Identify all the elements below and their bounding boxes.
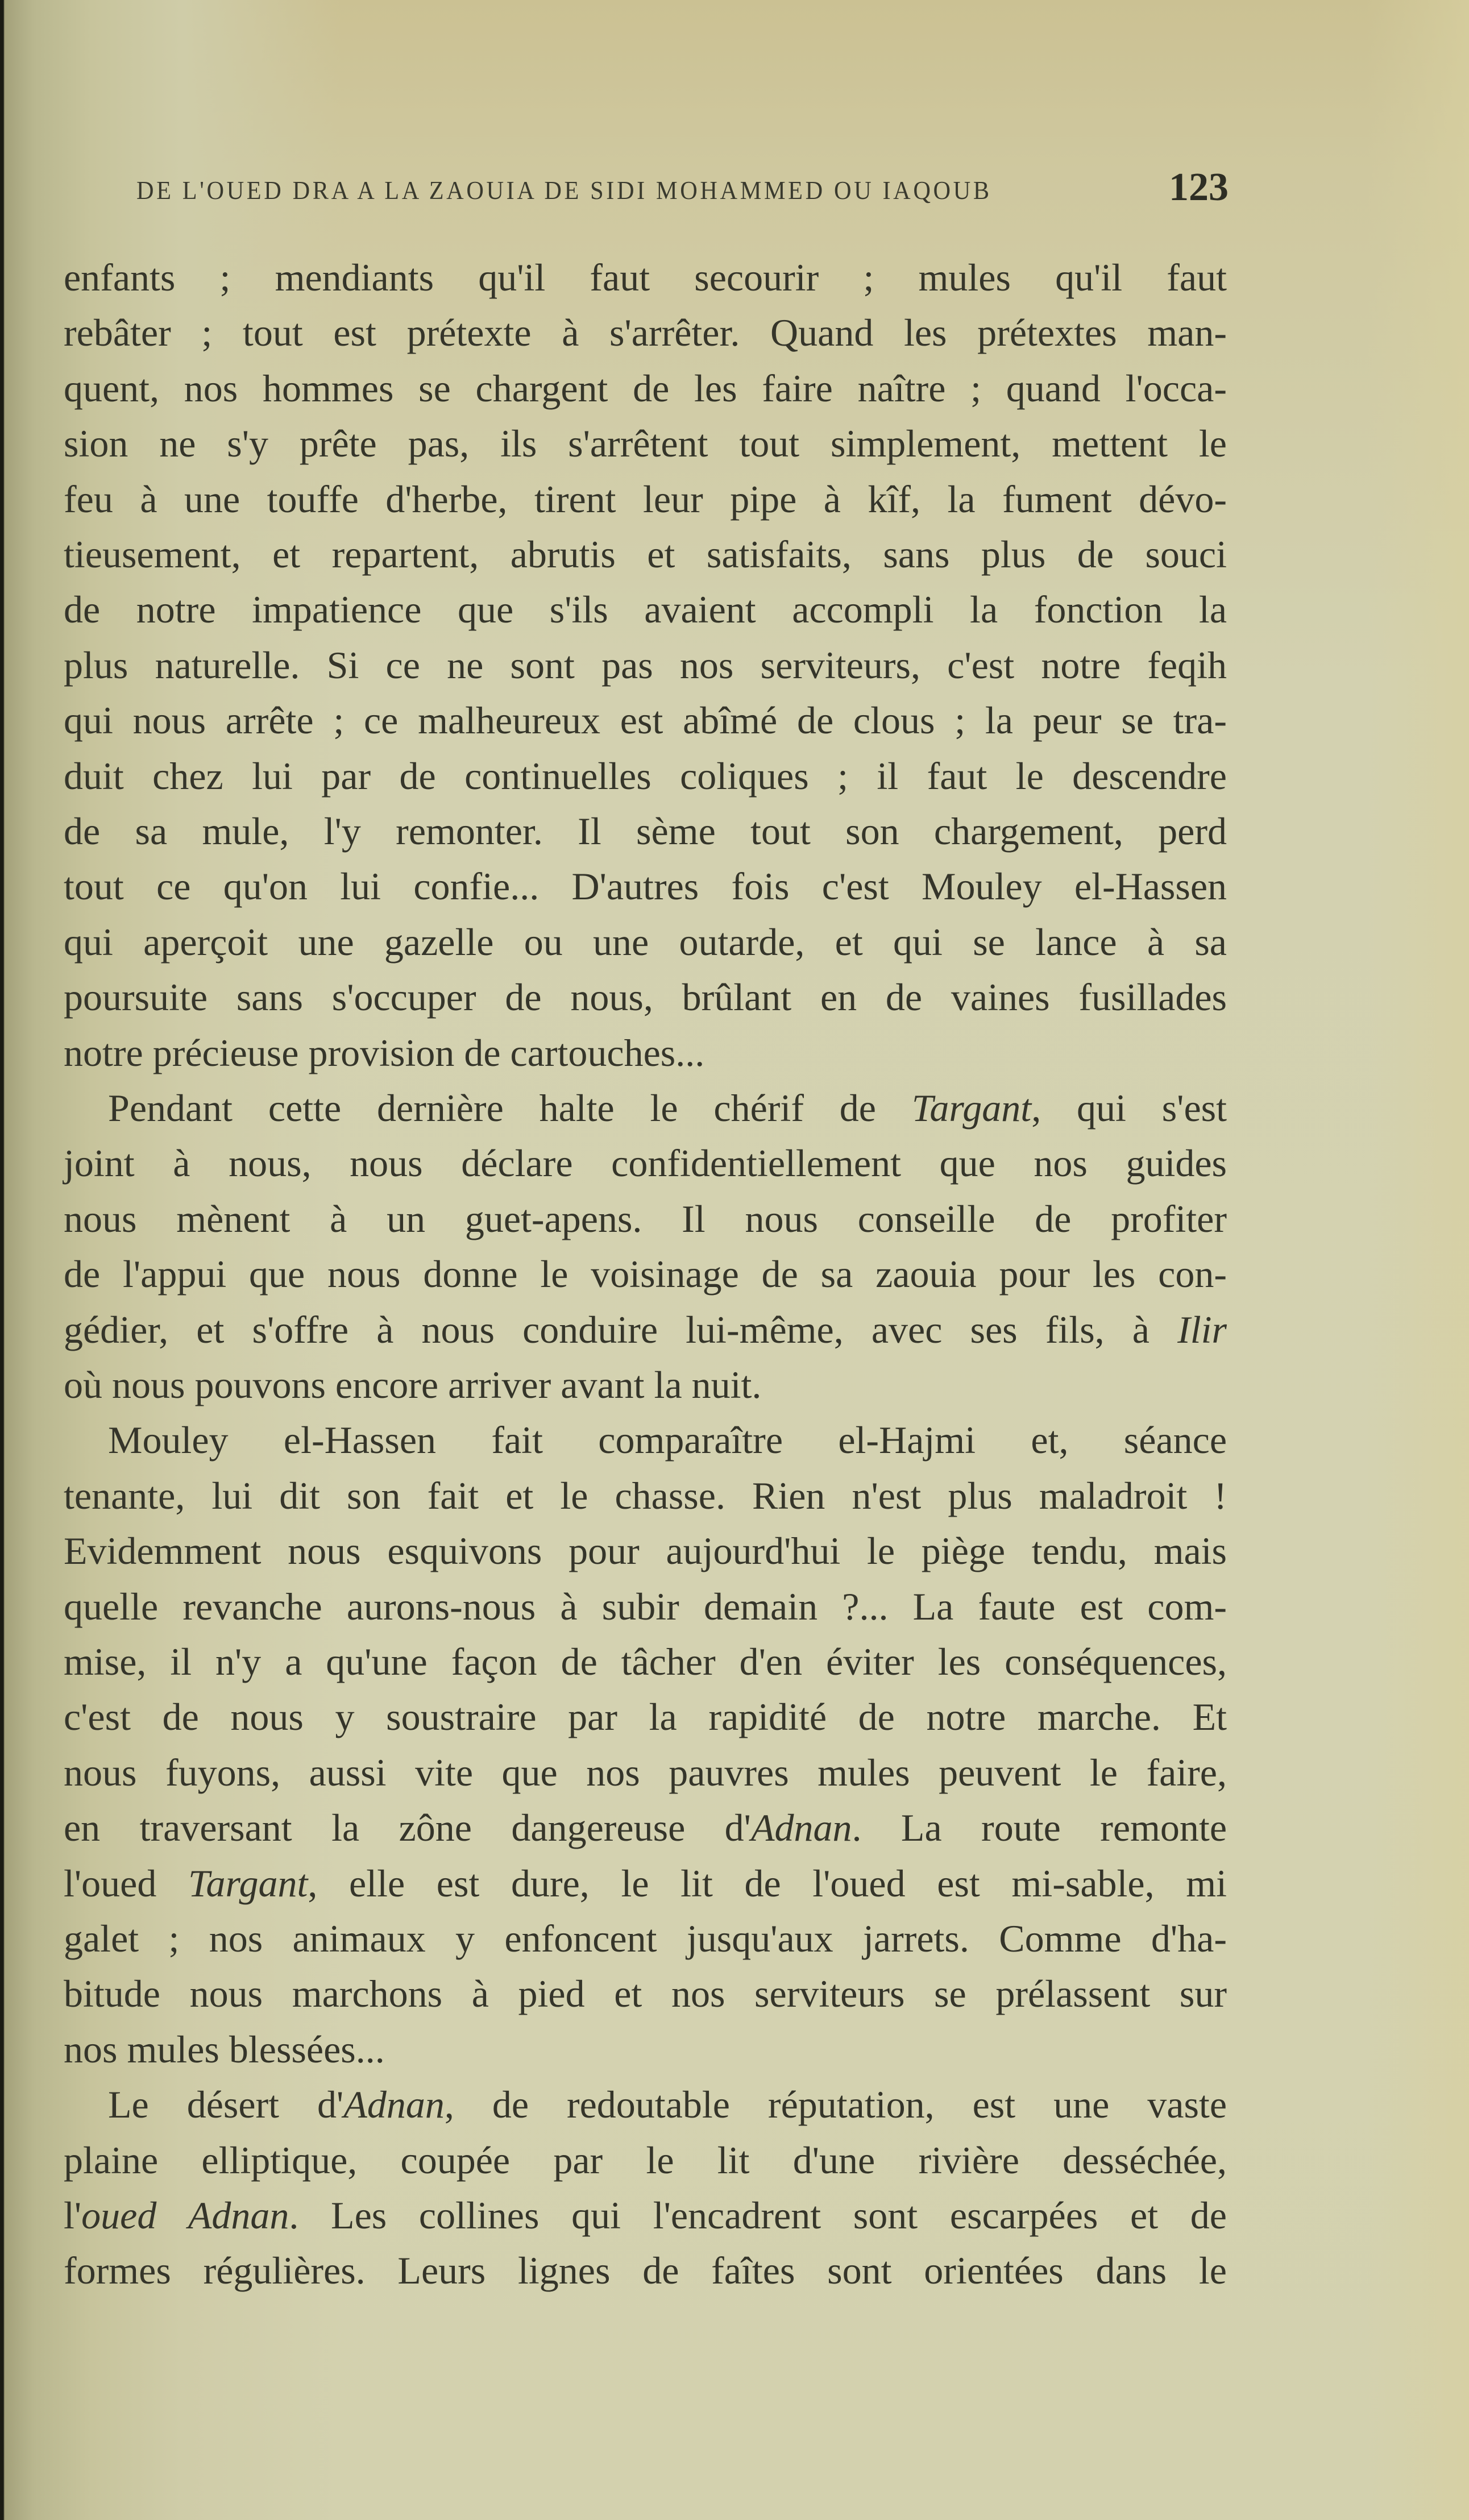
text-line [64, 1966, 1227, 2021]
text-run: notre précieuse provision de cartouches... [64, 1031, 705, 1074]
text-run: nos mules blessées... [64, 2027, 385, 2071]
text-run: de sa mule, l'y remonter. Il sème tout son chargement, perd [64, 809, 1227, 853]
text-run: . Les collines qui l'encadrent sont escarpées et de [289, 2194, 1227, 2237]
text-line [64, 416, 1227, 471]
text-line [64, 1634, 1227, 1689]
text-run: Pendant cette dernière halte le chérif de [108, 1086, 912, 1130]
text-line [64, 2133, 1227, 2188]
text-run: plaine elliptique, coupée par le lit d'une rivière desséchée, [64, 2138, 1227, 2182]
text-line [64, 1357, 1227, 1413]
text-run: tout ce qu'on lui confie... D'autres fois c'est Mouley el-Hassen [64, 865, 1227, 908]
text-line [64, 1247, 1227, 1302]
text-line [64, 1579, 1227, 1634]
text-run: Mouley el-Hassen fait comparaître el-Hajmi et, séance [108, 1418, 1227, 1462]
text-line [64, 804, 1227, 859]
text-run: où nous pouvons encore arriver avant la nuit. [64, 1363, 762, 1406]
text-run: quelle revanche aurons-nous à subir demain ?... La faute est com- [64, 1584, 1227, 1628]
text-run: l' [64, 2194, 82, 2237]
text-run: , de redoutable réputation, est une vaste [444, 2083, 1227, 2127]
text-line [64, 250, 1227, 305]
italic-place-name: Ilir [1177, 1307, 1227, 1351]
text-line [64, 1026, 1227, 1081]
text-run: tieusement, et repartent, abrutis et satisfaits, sans plus de souci [64, 533, 1227, 576]
text-run: rebâter ; tout est prétexte à s'arrêter. Quand les prétextes man- [64, 311, 1227, 355]
italic-place-name: Targant [911, 1086, 1032, 1130]
text-run: nous fuyons, aussi vite que nos pauvres mules peuvent le faire, [64, 1750, 1227, 1794]
text-line [64, 1192, 1227, 1247]
text-line [64, 1689, 1227, 1745]
italic-place-name: Adnan [343, 2083, 445, 2127]
text-run: l'oued [64, 1861, 188, 1905]
text-run: feu à une touffe d'herbe, tirent leur pipe à kîf, la fument dévo- [64, 477, 1227, 521]
text-run: formes régulières. Leurs lignes de faîtes sont orientées dans le [64, 2249, 1227, 2293]
text-run: mise, il n'y a qu'une façon de tâcher d'en éviter les conséquences, [64, 1640, 1227, 1683]
text-run: qui nous arrête ; ce malheureux est abîmé de clous ; la peur se tra- [64, 699, 1227, 742]
text-line [64, 1800, 1227, 1855]
running-head: DE L'OUED DRA A LA ZAOUIA DE SIDI MOHAMMED OU IAQOUB [136, 176, 992, 205]
text-line [64, 1745, 1227, 1800]
text-run: , elle est dure, le lit de l'oued est mi-sable, mi [308, 1861, 1227, 1905]
text-line [64, 1468, 1227, 1523]
text-line [64, 1523, 1227, 1579]
text-line [64, 527, 1227, 582]
text-line [64, 1302, 1227, 1357]
text-run: bitude nous marchons à pied et nos serviteurs se prélassent sur [64, 1972, 1227, 2016]
text-run: galet ; nos animaux y enfoncent jusqu'aux jarrets. Comme d'ha- [64, 1917, 1227, 1960]
text-line [64, 859, 1227, 914]
text-line [64, 2022, 1227, 2077]
text-line [64, 970, 1227, 1025]
text-run: plus naturelle. Si ce ne sont pas nos serviteurs, c'est notre feqih [64, 643, 1227, 687]
text-run: de l'appui que nous donne le voisinage de sa zaouia pour les con- [64, 1252, 1227, 1296]
italic-place-name: Targant [188, 1861, 308, 1905]
text-line [64, 582, 1227, 637]
text-run: qui aperçoit une gazelle ou une outarde, et qui se lance à sa [64, 920, 1227, 964]
text-run: sion ne s'y prête pas, ils s'arrêtent tout simplement, mettent le [64, 422, 1227, 466]
text-run: joint à nous, nous déclare confidentiellement que nos guides [64, 1141, 1227, 1185]
text-run: tenante, lui dit son fait et le chasse. Rien n'est plus maladroit ! [64, 1473, 1227, 1517]
text-line [64, 1081, 1227, 1136]
text-run: . La route remonte [852, 1806, 1227, 1850]
text-run: Evidemment nous esquivons pour aujourd'hui le piège tendu, mais [64, 1529, 1227, 1573]
text-line [64, 1413, 1227, 1468]
text-run: quent, nos hommes se chargent de les faire naître ; quand l'occa- [64, 366, 1227, 410]
text-line [64, 915, 1227, 970]
text-line [64, 1911, 1227, 1966]
text-line [64, 305, 1227, 360]
text-line [64, 1856, 1227, 1911]
text-line [64, 361, 1227, 416]
page-number: 123 [1169, 165, 1229, 209]
text-run: nous mènent à un guet-apens. Il nous conseille de profiter [64, 1197, 1227, 1240]
text-run: Le désert d' [108, 2083, 344, 2127]
text-run: , qui s'est [1031, 1086, 1227, 1130]
text-line [64, 2077, 1227, 2132]
text-line [64, 1136, 1227, 1191]
text-line [64, 638, 1227, 693]
italic-place-name: Adnan [750, 1806, 852, 1850]
text-run: gédier, et s'offre à nous conduire lui-même, avec ses fils, à [64, 1307, 1178, 1351]
text-line [64, 472, 1227, 527]
text-run: duit chez lui par de continuelles coliques ; il faut le descendre [64, 754, 1227, 798]
text-run: c'est de nous y soustraire par la rapidité de notre marche. Et [64, 1695, 1227, 1739]
text-line [64, 749, 1227, 804]
text-run: de notre impatience que s'ils avaient accompli la fonction la [64, 588, 1227, 632]
text-line [64, 2188, 1227, 2243]
italic-place-name: oued Adnan [81, 2194, 289, 2237]
text-run: poursuite sans s'occuper de nous, brûlant en de vaines fusillades [64, 975, 1227, 1019]
text-line [64, 2243, 1227, 2298]
text-run: enfants ; mendiants qu'il faut secourir ; mules qu'il faut [64, 256, 1227, 299]
text-line [64, 693, 1227, 748]
text-run: en traversant la zône dangereuse d' [64, 1806, 751, 1850]
